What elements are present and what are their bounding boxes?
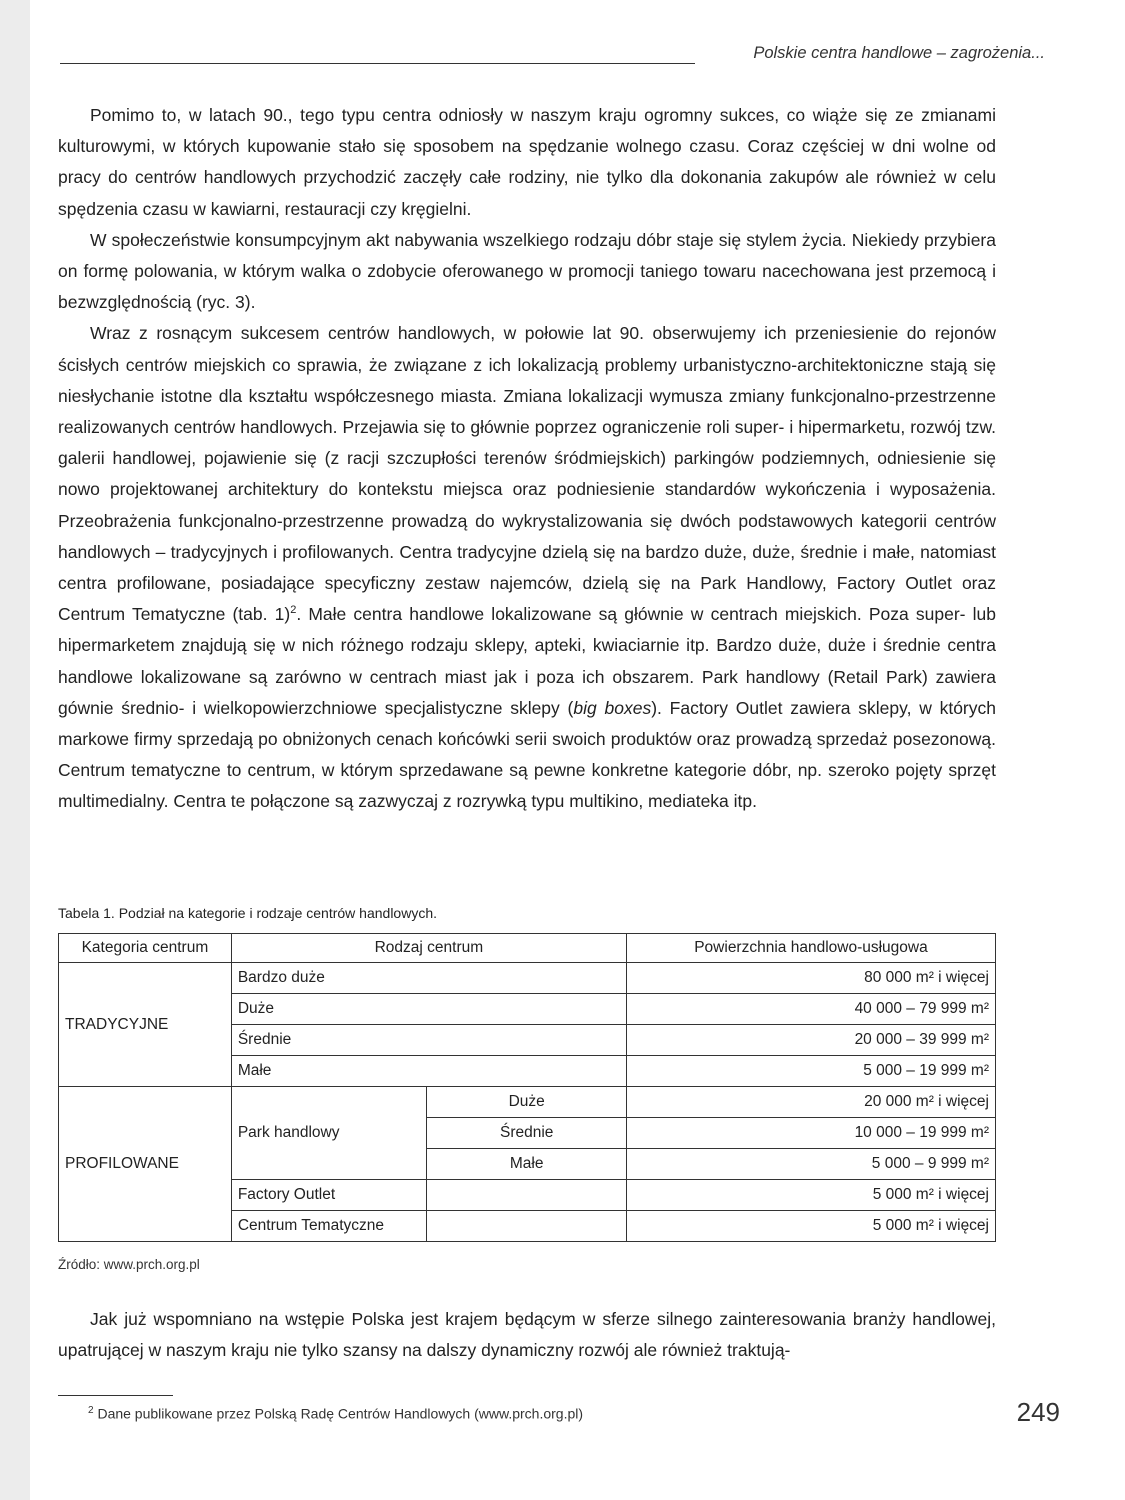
footnote-text: Dane publikowane przez Polską Radę Centrów Handlowych (www.prch.org.pl): [93, 1405, 584, 1422]
empty-cell: [427, 1211, 627, 1242]
italic-term: big boxes: [573, 697, 652, 718]
type-cell: Średnie: [231, 1025, 626, 1056]
footnote-rule: [58, 1395, 173, 1396]
size-cell: Małe: [427, 1149, 627, 1180]
header-type: Rodzaj centrum: [231, 934, 626, 963]
paragraph-1: Pomimo to, w latach 90., tego typu centra odniosły w naszym kraju ogromny sukces, co wiąże się ze zmianami kulturowymi, w których kupowanie stało się sposobem na spędzanie wolnego czasu. Coraz częściej w dni wolne od pracy do centrów handlowych przychodzić zaczęły całe rodziny, nie tylko dla dokonania zakupów ale również w celu spędzenia czasu w kawiarni, restauracji czy kręgielni.: [58, 105, 996, 219]
running-header: [60, 40, 1045, 68]
category-traditional: TRADYCYJNE: [59, 963, 232, 1087]
main-text: [58, 100, 996, 818]
paragraph-3-part-2: . Małe centra handlowe lokalizowane są głównie w centrach miejskich. Poza super- lub hipermarketem znajdują się w nich różnego rodzaju sklepy, apteki, kwiaciarnie itp. Bardzo duże, duże i średnie centra handlowe lokalizowane są zarówno w centrach miast jak i poza ich obszarem. Park handlowy (Retail Park) zawiera gównie średnio- i wielkopowierzchniowe specjalistyczne sklepy (: [58, 604, 996, 718]
paragraph-2: W społeczeństwie konsumpcyjnym akt nabywania wszelkiego rodzaju dóbr staje się stylem życia. Niekiedy przybiera on formę polowania, w którym walka o zdobycie oferowanego w promocji taniego towaru nacechowana jest przemocą i bezwzględnością (ryc. 3).: [58, 229, 996, 313]
park-label-cell: Park handlowy: [231, 1087, 427, 1180]
size-cell: Średnie: [427, 1118, 627, 1149]
footnote-reference: 2: [290, 604, 297, 617]
type-cell: Bardzo duże: [231, 963, 626, 994]
table-header-row: [59, 934, 996, 963]
footnote-marker: 2: [88, 1405, 94, 1416]
area-cell: 5 000 m² i więcej: [626, 1211, 995, 1242]
type-cell: Małe: [231, 1056, 626, 1087]
size-cell: Duże: [427, 1087, 627, 1118]
header-rule: [60, 63, 695, 64]
page-gutter: [0, 0, 30, 1500]
area-cell: 80 000 m² i więcej: [626, 963, 995, 994]
page-number: 249: [1016, 1397, 1060, 1427]
footnote: [88, 1405, 583, 1422]
empty-cell: [427, 1180, 627, 1211]
area-cell: 10 000 – 19 999 m²: [626, 1118, 995, 1149]
type-cell: Factory Outlet: [231, 1180, 427, 1211]
type-cell: Centrum Tematyczne: [231, 1211, 427, 1242]
area-cell: 5 000 – 9 999 m²: [626, 1149, 995, 1180]
paragraph-3: [58, 318, 996, 817]
area-cell: 20 000 m² i więcej: [626, 1087, 995, 1118]
closing-text: [58, 1304, 996, 1366]
area-cell: 5 000 – 19 999 m²: [626, 1056, 995, 1087]
table-row: [59, 1087, 996, 1118]
table-source: Źródło: www.prch.org.pl: [58, 1257, 200, 1272]
header-area: Powierzchnia handlowo-usługowa: [626, 934, 995, 963]
running-title: Polskie centra handlowe – zagrożenia...: [753, 44, 1045, 62]
area-cell: 5 000 m² i więcej: [626, 1180, 995, 1211]
paragraph-3-part-1: Wraz z rosnącym sukcesem centrów handlowych, w połowie lat 90. obserwujemy ich przeniesienie do rejonów ścisłych centrów miejskich co sprawia, że związane z ich lokalizacją problemy urbanistyczno-architektoniczne stają się niesłychanie istotne dla kształtu współczesnego miasta. Zmiana lokalizacji wymusza zmiany funkcjonalno-przestrzenne realizowanych centrów handlowych. Przejawia się to głównie poprzez ograniczenie roli super- i hipermarketu, rozwój tzw. galerii handlowej, pojawienie się (z racji szczupłości terenów śródmiejskich) parkingów podziemnych, odniesienie się nowo projektowanej architektury do kontekstu miejsca oraz podniesienie standardów wykończenia i wyposażenia. Przeobrażenia funkcjonalno-przestrzenne prowadzą do wykrystalizowania się dwóch podstawowych kategorii centrów handlowych – tradycyjnych i profilowanych. Centra tradycyjne dzielą się na bardzo duże, duże, średnie i małe, natomiast centra profilowane, posiadające specyficzny zestaw najemców, dzielą się na Park Handlowy, Factory Outlet oraz Centrum Tematyczne (tab. 1): [58, 323, 996, 625]
closing-paragraph: Jak już wspomniano na wstępie Polska jest krajem będącym w sferze silnego zainteresowania branży handlowej, upatrującej w naszym kraju nie tylko szansy na dalszy dynamiczny rozwój ale również traktują-: [58, 1309, 996, 1361]
category-profiled: PROFILOWANE: [59, 1087, 232, 1242]
table-caption: Tabela 1. Podział na kategorie i rodzaje centrów handlowych.: [58, 905, 438, 921]
paragraph-3-part-3: ). Factory Outlet zawiera sklepy, w których markowe firmy sprzedają po obniżonych cenach końcówki serii swoich produktów oraz prowadzą sprzedaż posezonową. Centrum tematyczne to centrum, w którym sprzedawane są pewne konkretne kategorie dóbr, np. szeroko pojęty sprzęt multimedialny. Centra te połączone są zazwyczaj z rozrywką typu multikino, mediateka itp.: [58, 697, 996, 812]
type-cell: Duże: [231, 994, 626, 1025]
header-category: Kategoria centrum: [59, 934, 232, 963]
shopping-centre-table: [58, 933, 996, 1242]
area-cell: 40 000 – 79 999 m²: [626, 994, 995, 1025]
area-cell: 20 000 – 39 999 m²: [626, 1025, 995, 1056]
table-row: [59, 963, 996, 994]
